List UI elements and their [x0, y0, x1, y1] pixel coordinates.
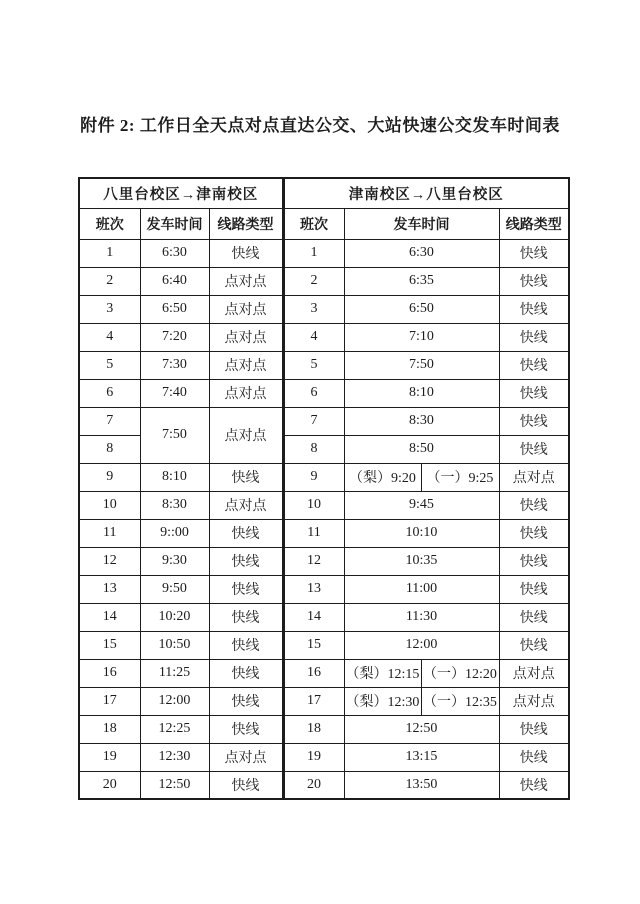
left-trip-number: 9 — [79, 463, 140, 491]
left-route-type: 快线 — [209, 603, 283, 631]
left-route-type: 快线 — [209, 715, 283, 743]
right-depart-time-b: （一）12:20 — [421, 659, 499, 687]
right-trip-number: 13 — [283, 575, 344, 603]
table-row — [79, 407, 569, 435]
left-trip-number: 12 — [79, 547, 140, 575]
right-depart-time: 6:50 — [344, 295, 499, 323]
table-row — [79, 687, 569, 715]
left-trip-number: 2 — [79, 267, 140, 295]
left-trip-number: 13 — [79, 575, 140, 603]
table-row — [79, 519, 569, 547]
table-row — [79, 659, 569, 687]
left-depart-time: 9:30 — [140, 547, 209, 575]
column-header-row — [79, 208, 569, 239]
right-direction-header: 津南校区→八里台校区 — [283, 178, 569, 208]
left-route-type: 点对点 — [209, 351, 283, 379]
left-route-type: 点对点 — [209, 379, 283, 407]
left-route-type: 快线 — [209, 575, 283, 603]
right-depart-time: 12:00 — [344, 631, 499, 659]
left-direction-header: 八里台校区→津南校区 — [79, 178, 283, 208]
left-depart-time: 12:00 — [140, 687, 209, 715]
right-trip-number: 18 — [283, 715, 344, 743]
right-route-type: 快线 — [499, 407, 569, 435]
right-trip-number: 8 — [283, 435, 344, 463]
right-route-type: 点对点 — [499, 463, 569, 491]
table-row — [79, 575, 569, 603]
left-depart-time: 12:50 — [140, 771, 209, 799]
right-depart-time: 11:00 — [344, 575, 499, 603]
left-trip-number: 5 — [79, 351, 140, 379]
right-route-type: 快线 — [499, 547, 569, 575]
left-depart-time: 6:30 — [140, 239, 209, 267]
table-row — [79, 715, 569, 743]
left-depart-time: 8:10 — [140, 463, 209, 491]
right-depart-time: 13:50 — [344, 771, 499, 799]
left-route-type: 快线 — [209, 519, 283, 547]
left-route-type: 快线 — [209, 771, 283, 799]
right-route-type: 快线 — [499, 575, 569, 603]
right-route-type: 快线 — [499, 267, 569, 295]
left-trip-number: 11 — [79, 519, 140, 547]
right-depart-time: 10:10 — [344, 519, 499, 547]
right-route-type: 快线 — [499, 743, 569, 771]
right-depart-time: 7:10 — [344, 323, 499, 351]
right-route-type: 快线 — [499, 351, 569, 379]
left-depart-time: 11:25 — [140, 659, 209, 687]
left-route-type: 点对点 — [209, 295, 283, 323]
table-row — [79, 771, 569, 799]
table-row — [79, 323, 569, 351]
left-trip-number: 19 — [79, 743, 140, 771]
left-depart-time: 7:40 — [140, 379, 209, 407]
left-route-type: 快线 — [209, 659, 283, 687]
left-route-type: 快线 — [209, 687, 283, 715]
table-row — [79, 631, 569, 659]
left-trip-number: 3 — [79, 295, 140, 323]
right-trip-number: 10 — [283, 491, 344, 519]
table-row — [79, 463, 569, 491]
right-trip-number: 11 — [283, 519, 344, 547]
right-col-header-trip: 班次 — [283, 208, 344, 239]
left-depart-time: 9:50 — [140, 575, 209, 603]
left-depart-time: 6:40 — [140, 267, 209, 295]
left-trip-number: 8 — [79, 435, 140, 463]
right-depart-time: 6:30 — [344, 239, 499, 267]
left-route-type: 点对点 — [209, 323, 283, 351]
right-trip-number: 17 — [283, 687, 344, 715]
left-route-type: 点对点 — [209, 407, 283, 463]
right-trip-number: 20 — [283, 771, 344, 799]
left-route-type: 快线 — [209, 547, 283, 575]
right-depart-time: 6:35 — [344, 267, 499, 295]
left-depart-time: 10:50 — [140, 631, 209, 659]
bus-timetable — [78, 177, 570, 800]
left-trip-number: 14 — [79, 603, 140, 631]
right-trip-number: 2 — [283, 267, 344, 295]
right-depart-time-a: （梨）12:15 — [344, 659, 421, 687]
right-depart-time: 11:30 — [344, 603, 499, 631]
left-trip-number: 18 — [79, 715, 140, 743]
table-row — [79, 491, 569, 519]
table-row — [79, 603, 569, 631]
left-route-type: 快线 — [209, 463, 283, 491]
right-route-type: 快线 — [499, 435, 569, 463]
right-trip-number: 5 — [283, 351, 344, 379]
right-trip-number: 1 — [283, 239, 344, 267]
left-trip-number: 16 — [79, 659, 140, 687]
left-trip-number: 15 — [79, 631, 140, 659]
left-route-type: 快线 — [209, 239, 283, 267]
right-depart-time-b: （一）9:25 — [421, 463, 499, 491]
left-depart-time: 7:30 — [140, 351, 209, 379]
right-trip-number: 12 — [283, 547, 344, 575]
left-trip-number: 6 — [79, 379, 140, 407]
table-row — [79, 547, 569, 575]
right-depart-time: 10:35 — [344, 547, 499, 575]
left-col-header-type: 线路类型 — [209, 208, 283, 239]
left-depart-time: 8:30 — [140, 491, 209, 519]
left-depart-time: 10:20 — [140, 603, 209, 631]
right-trip-number: 14 — [283, 603, 344, 631]
left-trip-number: 20 — [79, 771, 140, 799]
right-route-type: 快线 — [499, 519, 569, 547]
left-col-header-trip: 班次 — [79, 208, 140, 239]
right-depart-time: 9:45 — [344, 491, 499, 519]
left-depart-time: 12:30 — [140, 743, 209, 771]
left-route-type: 快线 — [209, 631, 283, 659]
left-trip-number: 1 — [79, 239, 140, 267]
right-route-type: 快线 — [499, 379, 569, 407]
right-route-type: 快线 — [499, 239, 569, 267]
right-col-header-time: 发车时间 — [344, 208, 499, 239]
right-trip-number: 3 — [283, 295, 344, 323]
right-col-header-type: 线路类型 — [499, 208, 569, 239]
right-depart-time: 7:50 — [344, 351, 499, 379]
right-route-type: 点对点 — [499, 659, 569, 687]
left-trip-number: 17 — [79, 687, 140, 715]
right-route-type: 快线 — [499, 323, 569, 351]
page-title: 附件 2: 工作日全天点对点直达公交、大站快速公交发车时间表 — [80, 116, 560, 135]
right-trip-number: 19 — [283, 743, 344, 771]
right-trip-number: 4 — [283, 323, 344, 351]
left-trip-number: 10 — [79, 491, 140, 519]
right-trip-number: 6 — [283, 379, 344, 407]
left-depart-time: 12:25 — [140, 715, 209, 743]
left-col-header-time: 发车时间 — [140, 208, 209, 239]
right-route-type: 点对点 — [499, 687, 569, 715]
left-route-type: 点对点 — [209, 491, 283, 519]
right-depart-time: 13:15 — [344, 743, 499, 771]
right-depart-time-a: （梨）9:20 — [344, 463, 421, 491]
table-row — [79, 267, 569, 295]
right-route-type: 快线 — [499, 603, 569, 631]
right-trip-number: 15 — [283, 631, 344, 659]
right-route-type: 快线 — [499, 631, 569, 659]
left-depart-time: 9::00 — [140, 519, 209, 547]
right-route-type: 快线 — [499, 771, 569, 799]
table-row — [79, 351, 569, 379]
right-trip-number: 9 — [283, 463, 344, 491]
left-depart-time: 7:50 — [140, 407, 209, 463]
right-depart-time-b: （一）12:35 — [421, 687, 499, 715]
right-route-type: 快线 — [499, 715, 569, 743]
right-depart-time: 8:10 — [344, 379, 499, 407]
right-route-type: 快线 — [499, 491, 569, 519]
right-depart-time: 12:50 — [344, 715, 499, 743]
left-depart-time: 6:50 — [140, 295, 209, 323]
right-depart-time: 8:50 — [344, 435, 499, 463]
right-trip-number: 7 — [283, 407, 344, 435]
right-depart-time: 8:30 — [344, 407, 499, 435]
right-trip-number: 16 — [283, 659, 344, 687]
table-row — [79, 743, 569, 771]
left-depart-time: 7:20 — [140, 323, 209, 351]
right-route-type: 快线 — [499, 295, 569, 323]
direction-header-row — [79, 178, 569, 208]
timetable-body — [79, 239, 569, 799]
left-trip-number: 7 — [79, 407, 140, 435]
table-row — [79, 379, 569, 407]
left-route-type: 点对点 — [209, 267, 283, 295]
table-row — [79, 295, 569, 323]
left-trip-number: 4 — [79, 323, 140, 351]
left-route-type: 点对点 — [209, 743, 283, 771]
table-row — [79, 239, 569, 267]
right-depart-time-a: （梨）12:30 — [344, 687, 421, 715]
